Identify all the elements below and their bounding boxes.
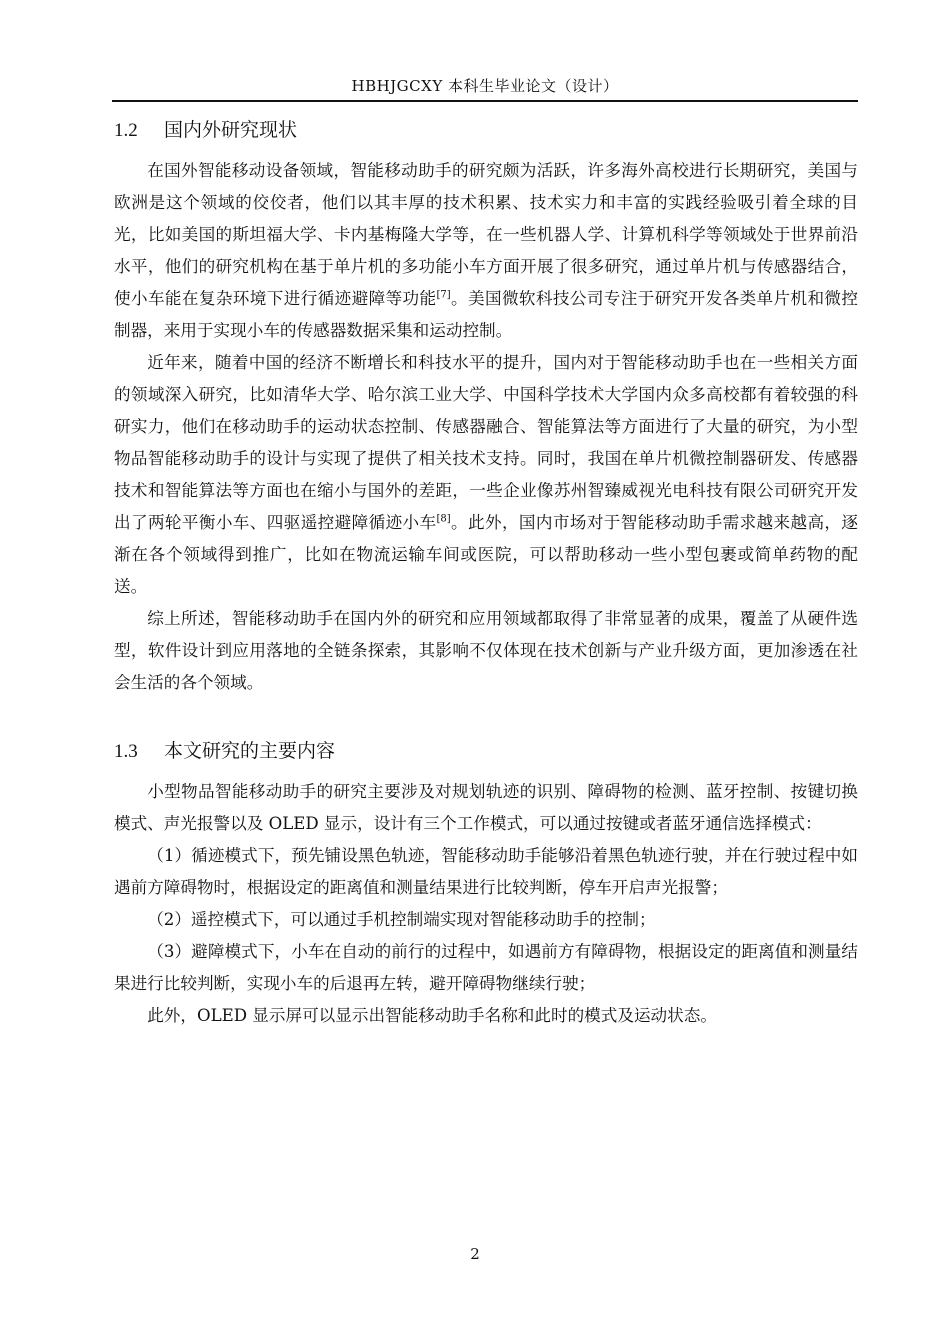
page-number: 2 xyxy=(470,1245,480,1263)
citation-ref: [7] xyxy=(436,289,451,301)
paragraph-text: 在国外智能移动设备领域，智能移动助手的研究颇为活跃，许多海外高校进行长期研究，美国与欧洲是这个领域的佼佼者，他们以其丰厚的技术积累、技术实力和丰富的实践经验吸引着全球的目光，比如美国的斯坦福大学、卡内基梅隆大学等，在一些机器人学、计算机科学等领域处于世界前沿水平，他们的研究机构在基于单片机的多功能小车方面开展了很多研究，通过单片机与传感器结合，使小车能在复杂环境下进行循迹避障等功能 xyxy=(114,161,858,308)
citation-ref: [8] xyxy=(436,513,451,525)
paragraph-domestic-research xyxy=(114,347,858,603)
section-number: 1.2 xyxy=(114,120,138,141)
list-item-remote-mode: （2）遥控模式下，可以通过手机控制端实现对智能移动助手的控制； xyxy=(147,910,656,929)
paragraph-text: 。此外，国内市场对于智能移动助手需求越来越高，逐渐在各个领域得到推广，比如在物流运输车间或医院，可以帮助移动一些小型包裹或简单药物的配送。 xyxy=(114,513,859,596)
paragraph-main-content: 小型物品智能移动助手的研究主要涉及对规划轨迹的识别、障碍物的检测、蓝牙控制、按键切换模式、声光报警以及 OLED 显示，设计有三个工作模式，可以通过按键或者蓝牙通信选择模式： xyxy=(114,782,858,833)
paragraph-oled-display: 此外，OLED 显示屏可以显示出智能移动助手名称和此时的模式及运动状态。 xyxy=(147,1006,717,1025)
section-heading-1-2 xyxy=(114,114,858,147)
document-body xyxy=(114,114,858,1032)
section-number: 1.3 xyxy=(114,741,138,762)
section-heading-1-3 xyxy=(114,735,858,768)
header-divider xyxy=(112,100,858,102)
paragraph-text: 近年来，随着中国的经济不断增长和科技水平的提升，国内对于智能移动助手也在一些相关方面的领域深入研究，比如清华大学、哈尔滨工业大学、中国科学技术大学国内众多高校都有着较强的科研实力，他们在移动助手的运动状态控制、传感器融合、智能算法等方面进行了大量的研究，为小型物品智能移动助手的设计与实现了提供了相关技术支持。同时，我国在单片机微控制器研发、传感器技术和智能算法等方面也在缩小与国外的差距，一些企业像苏州智臻威视光电科技有限公司研究开发出了两轮平衡小车、四驱遥控避障循迹小车 xyxy=(114,353,858,532)
paragraph-foreign-research xyxy=(114,155,858,347)
section-title: 本文研究的主要内容 xyxy=(164,740,336,762)
paragraph-text: 。美国微软科技公司专注于研究开发各类单片机和微控制器，来用于实现小车的传感器数据采集和运动控制。 xyxy=(114,289,859,340)
list-item-tracking-mode: （1）循迹模式下，预先铺设黑色轨迹，智能移动助手能够沿着黑色轨迹行驶，并在行驶过程中如遇前方障碍物时，根据设定的距离值和测量结果进行比较判断，停车开启声光报警； xyxy=(114,846,858,897)
paragraph-summary: 综上所述，智能移动助手在国内外的研究和应用领域都取得了非常显著的成果，覆盖了从硬件选型，软件设计到应用落地的全链条探索，其影响不仅体现在技术创新与产业升级方面，更加渗透在社会生活的各个领域。 xyxy=(114,609,858,692)
page-header: HBHJGCXY 本科生毕业论文（设计） xyxy=(351,77,619,95)
list-item-avoidance-mode: （3）避障模式下，小车在自动的前行的过程中，如遇前方有障碍物，根据设定的距离值和测量结果进行比较判断，实现小车的后退再左转，避开障碍物继续行驶； xyxy=(114,942,858,993)
section-title: 国内外研究现状 xyxy=(164,119,298,141)
